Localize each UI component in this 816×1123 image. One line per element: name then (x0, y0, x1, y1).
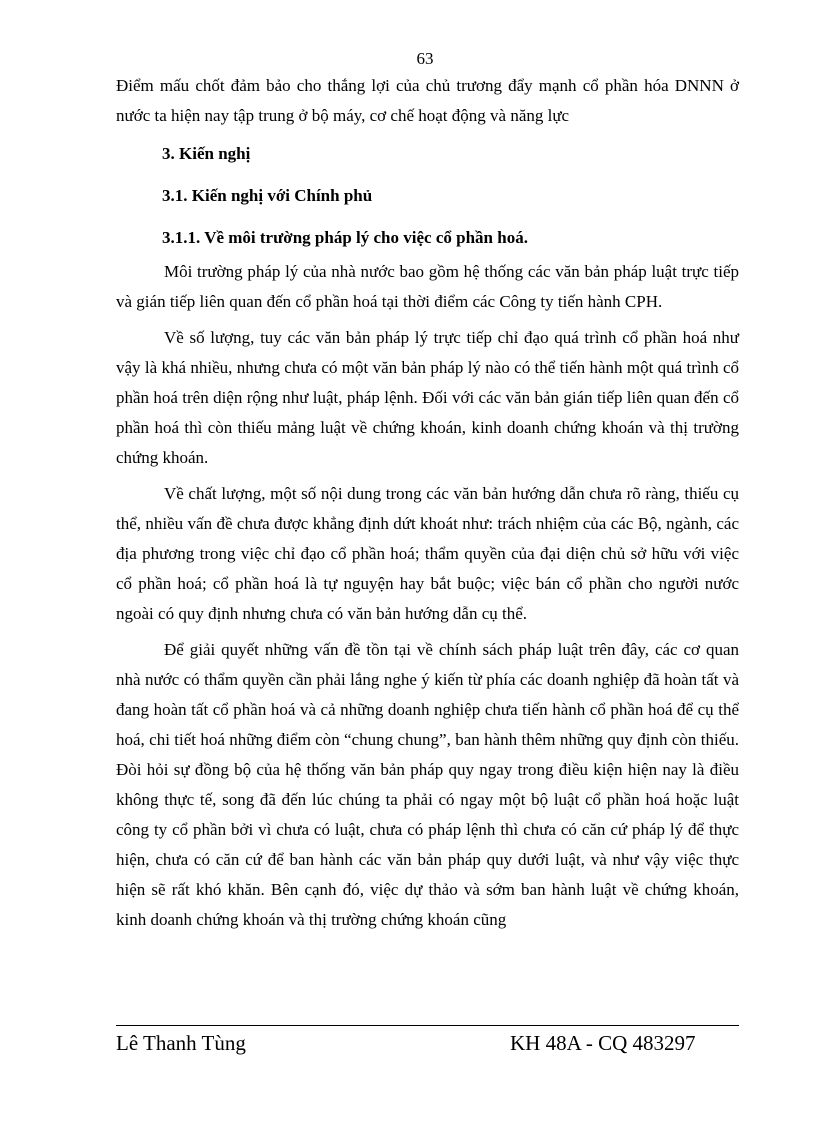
footer-class-code: KH 48A - CQ 483297 (510, 1031, 696, 1055)
document-body (116, 71, 739, 935)
heading-recommendations: 3. Kiến nghị (162, 144, 251, 163)
heading-recommendations-government: 3.1. Kiến nghị với Chính phủ (162, 186, 373, 205)
intro-paragraph: Điểm mấu chốt đảm bảo cho thắng lợi của chủ trương đẩy mạnh cổ phần hóa DNNN ở nước ta hiện nay tập trung ở bộ máy, cơ chế hoạt động và năng lực (116, 76, 739, 125)
paragraph-quantity: Về số lượng, tuy các văn bản pháp lý trực tiếp chỉ đạo quá trình cổ phần hoá như vậy là khá nhiều, nhưng chưa có một văn bản pháp lý nào có thể tiến hành một quá trình cổ phần hoá trên diện rộng như luật, pháp lệnh. Đối với các văn bản gián tiếp liên quan đến cổ phần hoá thì còn thiếu mảng luật về chứng khoán, kinh doanh chứng khoán và thị trường chứng khoán. (116, 328, 739, 467)
paragraph-solution: Để giải quyết những vấn đề tồn tại về chính sách pháp luật trên đây, các cơ quan nhà nước có thẩm quyền cần phải lắng nghe ý kiến từ phía các doanh nghiệp đã hoàn tất và đang hoàn tất cổ phần hoá và cả những doanh nghiệp chưa tiến hành cổ phần hoá để cụ thể hoá, chi tiết hoá những điểm còn “chung chung”, ban hành thêm những quy định còn thiếu. Đòi hỏi sự đồng bộ của hệ thống văn bản pháp quy ngay trong điều kiện hiện nay là điều không thực tế, song đã đến lúc chúng ta phải có ngay một bộ luật cổ phần hoá hoặc luật công ty cổ phần bởi vì chưa có luật, chưa có pháp lệnh thì chưa có căn cứ pháp lý để thực hiện, chưa có căn cứ để ban hành các văn bản pháp quy dưới luật, và như vậy việc thực hiện sẽ rất khó khăn. Bên cạnh đó, việc dự thảo và sớm ban hành luật về chứng khoán, kinh doanh chứng khoán và thị trường chứng khoán cũng (116, 640, 739, 929)
footer-divider (116, 1025, 739, 1026)
page-number: 63 (416, 49, 434, 68)
paragraph-quality: Về chất lượng, một số nội dung trong các văn bản hướng dẫn chưa rõ ràng, thiếu cụ thể, nhiều vấn đề chưa được khẳng định dứt khoát như: trách nhiệm của các Bộ, ngành, các địa phương trong việc chỉ đạo cổ phần hoá; thẩm quyền của đại diện chủ sở hữu với việc cổ phần hoá; cổ phần hoá là tự nguyện hay bắt buộc; việc bán cổ phần cho người nước ngoài có quy định nhưng chưa có văn bản hướng dẫn cụ thể. (116, 484, 739, 623)
paragraph-legal-environment: Môi trường pháp lý của nhà nước bao gồm hệ thống các văn bản pháp luật trực tiếp và gián tiếp liên quan đến cổ phần hoá tại thời điểm các Công ty tiến hành CPH. (116, 262, 739, 311)
footer-author: Lê Thanh Tùng (116, 1031, 246, 1055)
heading-legal-environment: 3.1.1. Về môi trường pháp lý cho việc cổ phần hoá. (162, 228, 528, 247)
